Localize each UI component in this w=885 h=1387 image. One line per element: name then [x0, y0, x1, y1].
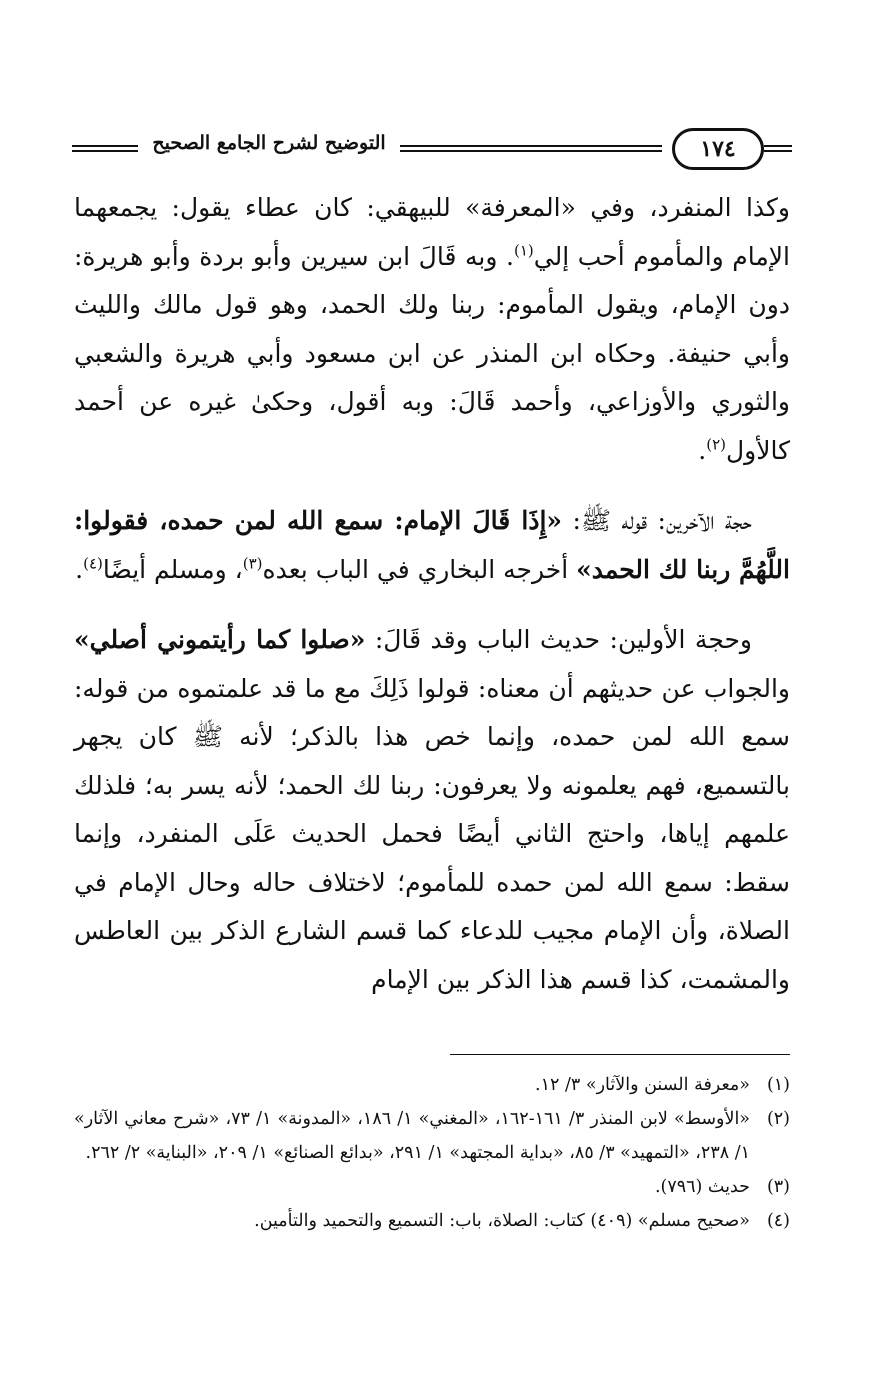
- paragraph-1: [74, 184, 790, 475]
- paragraph-1-text: وكذا المنفرد، وفي «المعرفة» للبيهقي: كان عطاء يقول: يجمعهما الإمام والمأموم أحب إلي: [74, 193, 790, 271]
- footnote-ref-4: (٤): [83, 554, 103, 573]
- footnote-text: «الأوسط» لابن المنذر ٣/ ١٦١-١٦٢، «المغني» ١/ ١٨٦، «المدونة» ١/ ٧٣، «شرح معاني الآثار» ١/ ٢٣٨، «التمهيد» ٣/ ٨٥، «بداية المجتهد» ١/ ٢٩١، «بدائع الصنائع» ١/ ٢٠٩، «البناية» ٢/ ٢٦٢.: [74, 1109, 751, 1163]
- paragraph-2: [74, 497, 790, 594]
- footnote-ref-1: (١): [513, 241, 534, 260]
- running-header: [72, 126, 792, 170]
- footnote-number: (٤): [766, 1211, 790, 1231]
- paragraph-1-end: .: [698, 435, 707, 465]
- paragraph-2-intro: حجة الآخرين: قوله ﷺ:: [562, 506, 752, 535]
- footnote-divider: [450, 1054, 790, 1055]
- footnote-4: [74, 1204, 790, 1238]
- paragraph-3-text: والجواب عن حديثهم أن معناه: قولوا ذَلِكَ مع ما قد علمتموه من قوله: سمع الله لمن حمده، وإنما خص هذا بالذكر؛ لأنه ﷺ كان يجهر بالتسميع، فهم يعلمونه ولا يعرفون: ربنا لك الحمد؛ لأنه يسر به؛ فلذلك علمهم إياها، واحتج الثاني أيضًا فحمل الحديث عَلَى المنفرد، وإنما سقط: سمع الله لمن حمده للمأموم؛ لاختلاف حاله وحال الإمام في الصلاة، وأن الإمام مجيب للدعاء كما قسم الشارع الذكر بين العاطس والمشمت، كذا قسم هذا الذكر بين الإمام: [74, 673, 790, 994]
- paragraph-1-continued: . وبه قَالَ ابن سيرين وأبو بردة وأبو هريرة: دون الإمام، ويقول المأموم: ربنا ولك الحمد، وهو قول مالك والليث وأبي حنيفة. وحكاه ابن المنذر عن ابن مسعود وأبي هريرة والشعبي والثوري والأوزاعي، وأحمد قَالَ: وبه أقول، وحكىٰ غيره عن أحمد كالأول: [74, 241, 790, 465]
- header-rule-middle: [400, 145, 662, 152]
- footnote-2: [74, 1102, 790, 1170]
- running-title: التوضيح لشرح الجامع الصحيح: [152, 132, 386, 154]
- header-rule-left: [72, 145, 138, 152]
- footnote-number: (٢): [766, 1109, 790, 1129]
- hadith-quote-2: «صلوا كما رأيتموني أصلي»: [74, 625, 366, 654]
- footnote-number: (٣): [766, 1177, 790, 1197]
- main-text: [74, 184, 790, 1004]
- header-rule-right: [764, 145, 792, 152]
- footnote-1: [74, 1068, 790, 1102]
- footnote-ref-3: (٣): [242, 554, 263, 573]
- paragraph-2-text: أخرجه البخاري في الباب بعده: [262, 554, 577, 584]
- footnote-number: (١): [766, 1075, 790, 1095]
- paragraph-3-intro: وحجة الأولين: حديث الباب وقد قَالَ:: [365, 625, 752, 654]
- footnotes: [74, 1068, 790, 1238]
- paragraph-2-text-2: ، ومسلم أيضًا: [102, 554, 243, 584]
- hadith-quote-1: «إِذَا قَالَ الإمام: سمع الله لمن حمده، فقولوا: اللَّهُمَّ ربنا لك الحمد»: [74, 506, 790, 584]
- paragraph-3: [74, 616, 790, 1004]
- footnote-text: «معرفة السنن والآثار» ٣/ ١٢.: [535, 1075, 750, 1095]
- page-number: ١٧٤: [672, 128, 764, 170]
- paragraph-2-end: .: [75, 554, 84, 584]
- footnote-ref-2: (٢): [706, 435, 726, 454]
- footnote-3: [74, 1170, 790, 1204]
- footnote-text: «صحيح مسلم» (٤٠٩) كتاب: الصلاة، باب: التسميع والتحميد والتأمين.: [254, 1211, 750, 1231]
- footnote-text: حديث (٧٩٦).: [654, 1177, 750, 1197]
